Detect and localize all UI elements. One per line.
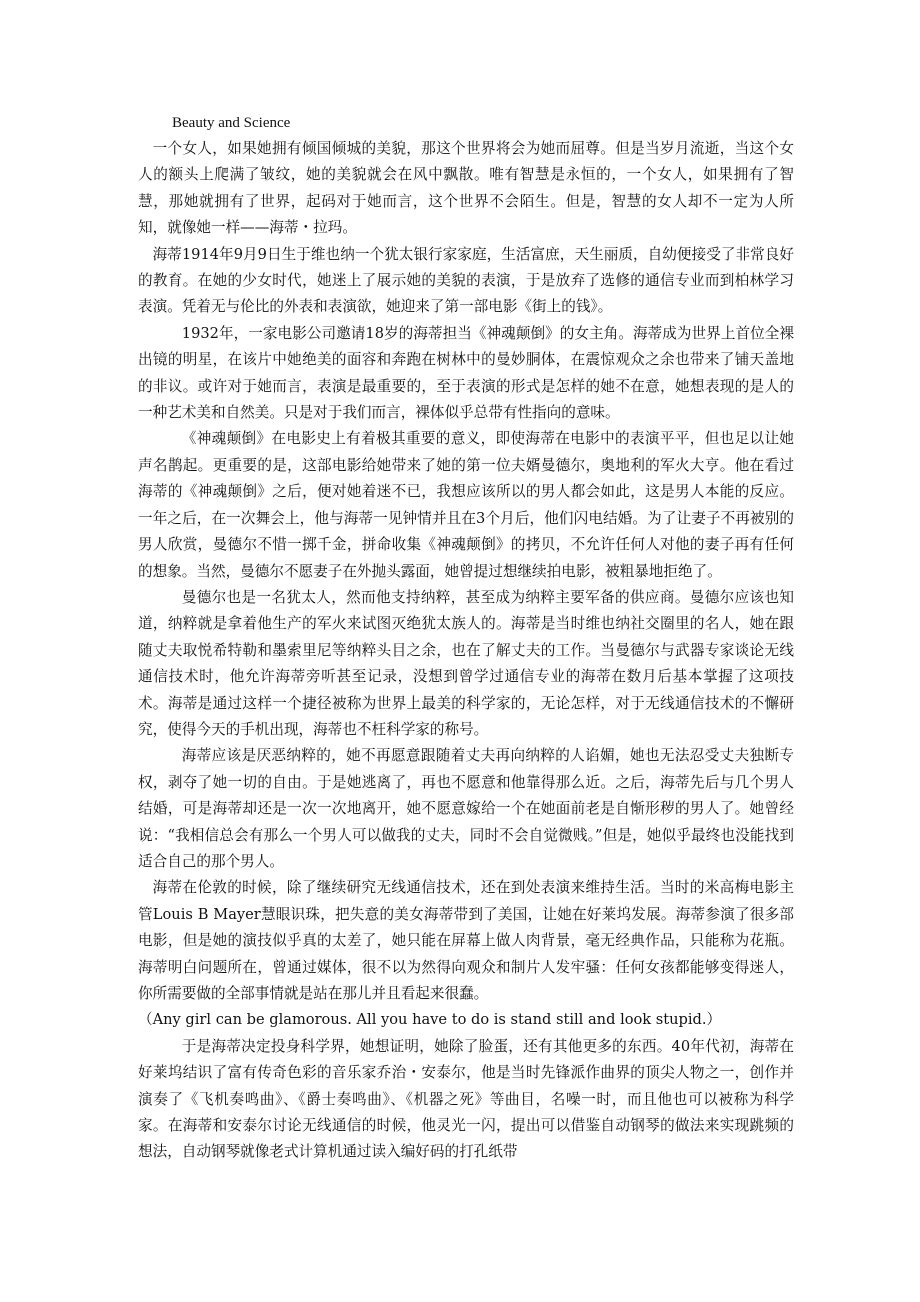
paragraph-7: 海蒂在伦敦的时候，除了继续研究无线通信技术，还在到处表演来维持生活。当时的米高梅电影主管Louis B Mayer慧眼识珠，把失意的美女海蒂带到了美国，让她在好莱坞发展。海蒂参演了很多部电影，但是她的演技似乎真的太差了，她只能在屏幕上做人肉背景，毫无经典作品，只能称为花瓶。海蒂明白问题所在，曾通过媒体，很不以为然得向观众和制片人发牢骚：任何女孩都能够变得迷人，你所需要做的全部事情就是站在那儿并且看起来很蠢。 xyxy=(138,879,794,1002)
article-title: Beauty and Science xyxy=(172,115,291,131)
paragraph-4: 《神魂颠倒》在电影史上有着极其重要的意义，即使海蒂在电影中的表演平平，但也足以让她声名鹊起。更重要的是，这部电影给她带来了她的第一位夫婿曼德尔，奥地利的军火大亨。他在看过海蒂的《神魂颠倒》之后，便对她着迷不已，我想应该所以的男人都会如此，这是男人本能的反应。一年之后，在一次舞会上，他与海蒂一见钟情并且在3个月后，他们闪电结婚。为了让妻子不再被别的男人欣赏，曼德尔不惜一掷千金，拼命收集《神魂颠倒》的拷贝，不允许任何人对他的妻子再有任何的想象。当然，曼德尔不愿妻子在外抛头露面，她曾提过想继续拍电影，被粗暴地拒绝了。 xyxy=(138,430,794,580)
article-body xyxy=(138,110,794,1166)
paragraph-3: 1932年，一家电影公司邀请18岁的海蒂担当《神魂颠倒》的女主角。海蒂成为世界上首位全裸出镜的明星，在该片中她绝美的面容和奔跑在树林中的曼妙胴体，在震惊观众之余也带来了铺天盖地的非议。或许对于她而言，表演是最重要的，至于表演的形式是怎样的她不在意，她想表现的是人的一种艺术美和自然美。只是对于我们而言，裸体似乎总带有性指向的意味。 xyxy=(138,324,794,422)
paragraph-2: 海蒂1914年9月9日生于维也纳一个犹太银行家家庭，生活富庶，天生丽质，自幼便接受了非常良好的教育。在她的少女时代，她迷上了展示她的美貌的表演，于是放弃了选修的通信专业而到柏林学习表演。凭着无与伦比的外表和表演欲，她迎来了第一部电影《街上的钱》。 xyxy=(138,245,794,316)
paragraph-5: 曼德尔也是一名犹太人，然而他支持纳粹，甚至成为纳粹主要军备的供应商。曼德尔应该也知道，纳粹就是拿着他生产的军火来试图灭绝犹太族人的。海蒂是当时维也纳社交圈里的名人，她在跟随丈夫取悦希特勒和墨索里尼等纳粹头目之余，也在了解丈夫的工作。当曼德尔与武器专家谈论无线通信技术时，他允许海蒂旁听甚至记录，没想到曾学过通信专业的海蒂在数月后基本掌握了这项技术。海蒂是通过这样一个捷径被称为世界上最美的科学家的，无论怎样，对于无线通信技术的不懈研究，使得今天的手机出现，海蒂也不枉科学家的称号。 xyxy=(138,588,794,738)
paragraph-9: 于是海蒂决定投身科学界，她想证明，她除了脸蛋，还有其他更多的东西。40年代初，海蒂在好莱坞结识了富有传奇色彩的音乐家乔治・安泰尔，他是当时先锋派作曲界的顶尖人物之一，创作并演奏了《飞机奏鸣曲》、《爵士奏鸣曲》、《机器之死》等曲目，名噪一时，而且他也可以被称为科学家。在海蒂和安泰尔讨论无线通信的时候，他灵光一闪，提出可以借鉴自动钢琴的做法来实现跳频的想法，自动钢琴就像老式计算机通过读入编好码的打孔纸带 xyxy=(138,1037,794,1161)
paragraph-1: 一个女人，如果她拥有倾国倾城的美貌，那这个世界将会为她而屈尊。但是当岁月流逝，当这个女人的额头上爬满了皱纹，她的美貌就会在风中飘散。唯有智慧是永恒的，一个女人，如果拥有了智慧，那她就拥有了世界，起码对于她而言，这个世界不会陌生。但是，智慧的女人却不一定为人所知，就像她一样——海蒂・拉玛。 xyxy=(138,140,794,237)
paragraph-6: 海蒂应该是厌恶纳粹的，她不再愿意跟随着丈夫再向纳粹的人谄媚，她也无法忍受丈夫独断专权，剥夺了她一切的自由。于是她逃离了，再也不愿意和他靠得那么近。之后，海蒂先后与几个男人结婚，可是海蒂却还是一次一次地离开，她不愿意嫁给一个在她面前老是自惭形秽的男人了。她曾经说：“我相信总会有那么一个男人可以做我的丈夫，同时不会自觉微贱。”但是，她似乎最终也没能找到适合自己的那个男人。 xyxy=(138,747,794,870)
paragraph-8-quote: （Any girl can be glamorous. All you have to do is stand still and look stupid.） xyxy=(138,1011,722,1029)
